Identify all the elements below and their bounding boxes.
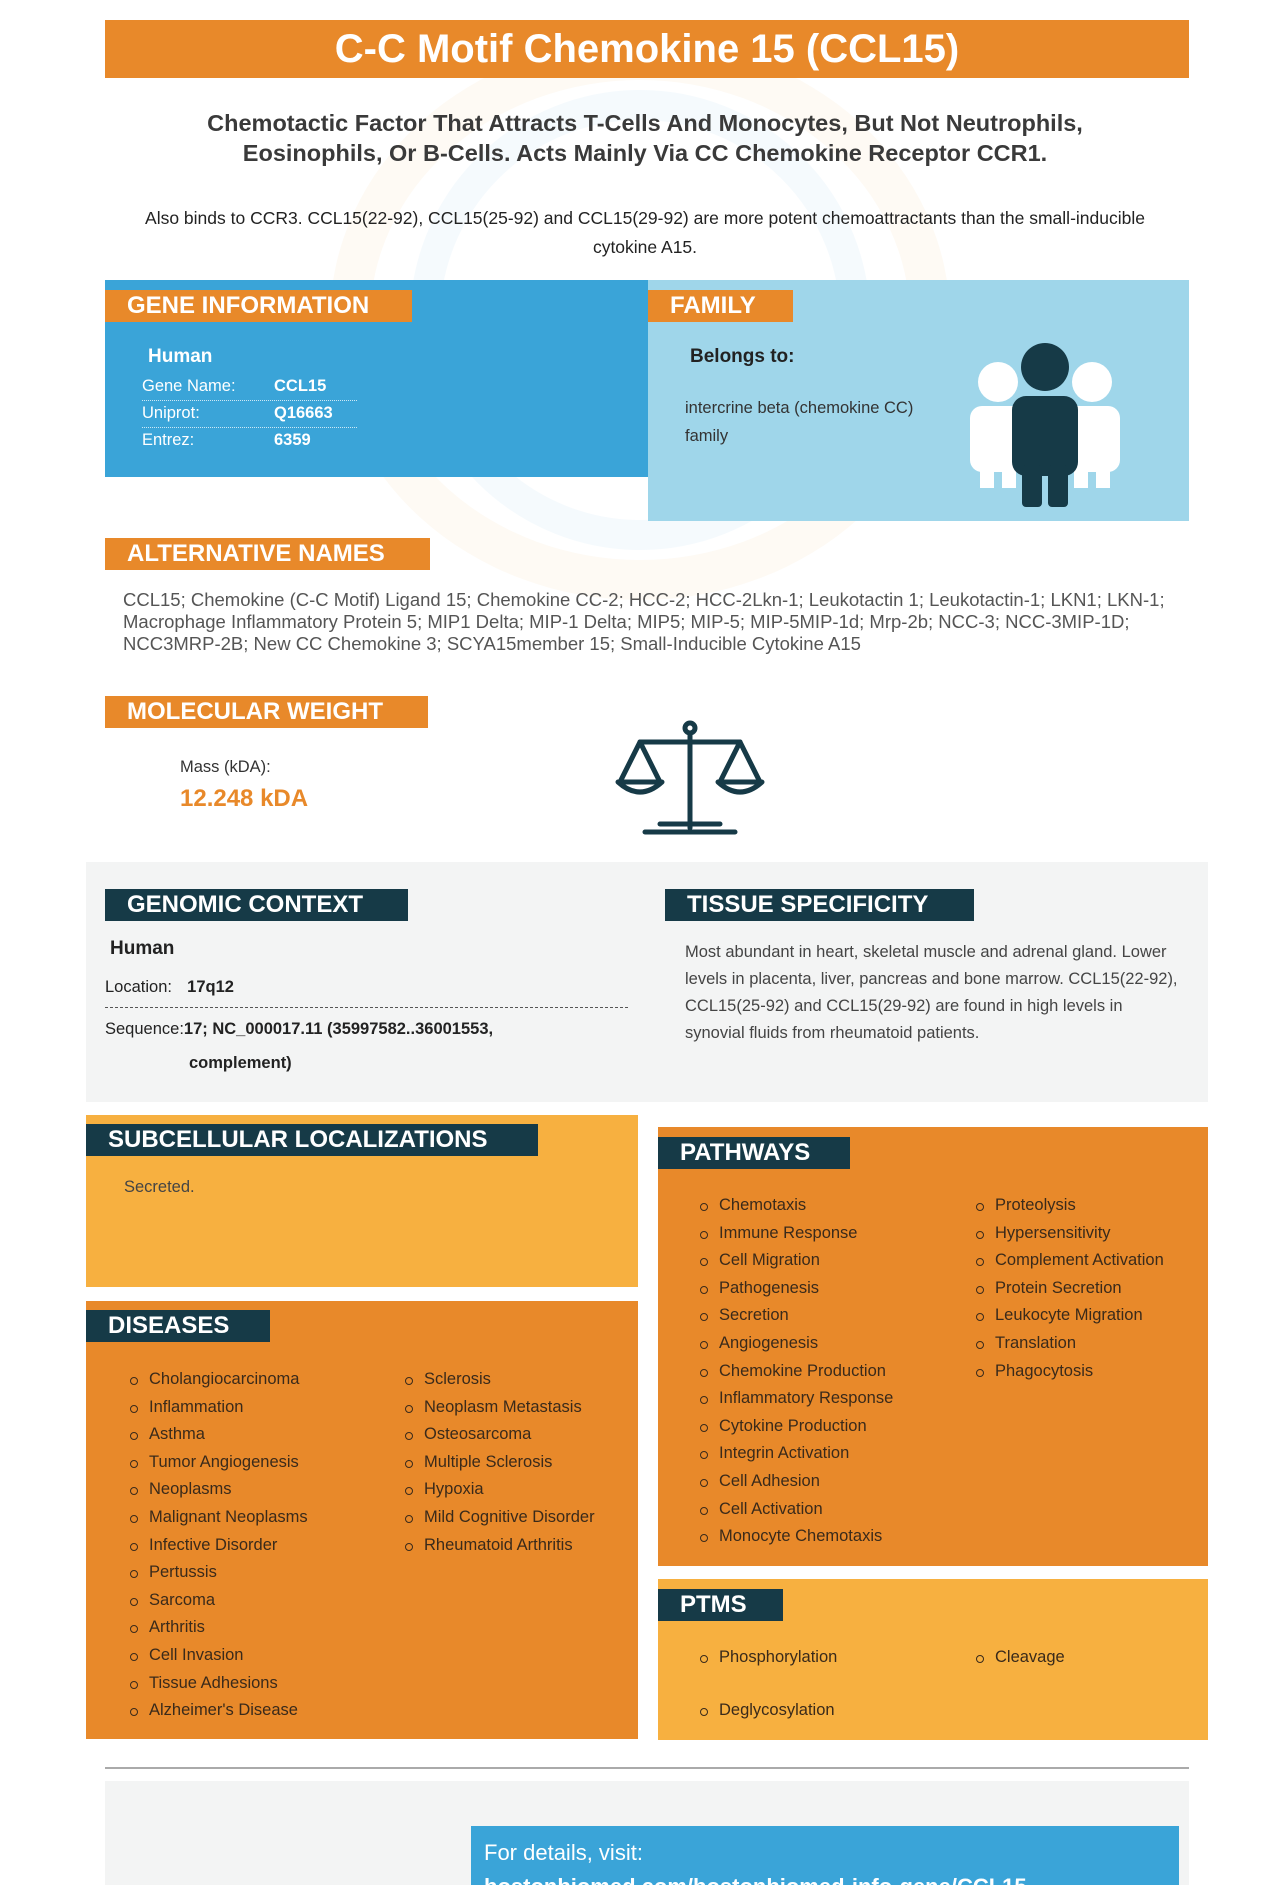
list-item: Cell Adhesion xyxy=(700,1468,893,1496)
list-item: Cell Invasion xyxy=(130,1642,308,1670)
sequence-value-cont: complement) xyxy=(189,1054,292,1072)
list-item: Cell Activation xyxy=(700,1496,893,1524)
location-label: Location: xyxy=(105,978,172,996)
list-item: Osteosarcoma xyxy=(405,1421,595,1449)
tissue-specificity-heading: TISSUE SPECIFICITY xyxy=(665,889,974,921)
list-item: Cleavage xyxy=(976,1644,1065,1672)
list-item: Multiple Sclerosis xyxy=(405,1449,595,1477)
list-item: Rheumatoid Arthritis xyxy=(405,1532,595,1560)
people-group-icon xyxy=(970,340,1120,510)
list-item: Inflammatory Response xyxy=(700,1385,893,1413)
entrez-value: 6359 xyxy=(274,431,311,449)
list-item: Deglycosylation xyxy=(700,1697,837,1725)
ptms-list-col1 xyxy=(700,1644,837,1749)
page-subtitle: Chemotactic Factor That Attracts T-Cells And Monocytes, But Not Neutrophils, Eosinophils, Or B-Cells. Acts Mainly Via CC Chemokine Receptor CCR1. xyxy=(207,110,1083,166)
list-item: Complement Activation xyxy=(976,1247,1164,1275)
list-item: Protein Secretion xyxy=(976,1275,1164,1303)
list-item: Arthritis xyxy=(130,1614,308,1642)
pathways-list-col1 xyxy=(700,1192,893,1551)
diseases-list-col1 xyxy=(130,1366,308,1725)
uniprot-label: Uniprot: xyxy=(142,404,200,422)
genomic-species: Human xyxy=(110,938,175,959)
location-value: 17q12 xyxy=(187,978,234,996)
gene-info-species: Human xyxy=(148,346,213,367)
list-item: Phosphorylation xyxy=(700,1644,837,1672)
list-item: Hypoxia xyxy=(405,1476,595,1504)
page-title: C-C Motif Chemokine 15 (CCL15) xyxy=(105,20,1189,78)
list-item: Malignant Neoplasms xyxy=(130,1504,308,1532)
entrez-label: Entrez: xyxy=(142,431,195,449)
list-item: Translation xyxy=(976,1330,1164,1358)
alt-names-text: CCL15; Chemokine (C-C Motif) Ligand 15; Chemokine CC-2; HCC-2; HCC-2Lkn-1; Leukotactin 1; Leukotactin-1; LKN1; LKN-1; Macrophage Inflammatory Protein 5; MIP1 Delta; MIP-1 Delta; MIP5; MIP-5; MIP-5MIP-1d; Mrp-2b; NCC-3; NCC-3MIP-1D; NCC3MRP-2B; New CC Chemokine 3; SCYA15member 15; Small-Inducible Cytokine A15 xyxy=(123,589,1165,654)
mass-value: 12.248 kDA xyxy=(180,785,309,812)
gene-name-row xyxy=(142,374,357,401)
list-item: Chemokine Production xyxy=(700,1358,893,1386)
list-item: Tumor Angiogenesis xyxy=(130,1449,308,1477)
uniprot-row xyxy=(142,401,357,428)
diseases-list-col2 xyxy=(405,1366,595,1559)
list-item: Hypersensitivity xyxy=(976,1220,1164,1248)
list-item: Integrin Activation xyxy=(700,1440,893,1468)
divider xyxy=(105,1767,1189,1769)
entrez-row xyxy=(142,428,357,455)
list-item: Asthma xyxy=(130,1421,308,1449)
mol-weight-heading: MOLECULAR WEIGHT xyxy=(105,696,428,728)
location-row xyxy=(105,978,628,1008)
footer-text: For details, visit: xyxy=(484,1840,643,1865)
list-item: Proteolysis xyxy=(976,1192,1164,1220)
list-item: Pertussis xyxy=(130,1559,308,1587)
list-item: Infective Disorder xyxy=(130,1532,308,1560)
mass-label: Mass (kDA): xyxy=(180,758,271,776)
list-item: Sclerosis xyxy=(405,1366,595,1394)
list-item: Sarcoma xyxy=(130,1587,308,1615)
sequence-label: Sequence: xyxy=(105,1020,184,1038)
list-item: Leukocyte Migration xyxy=(976,1302,1164,1330)
pathways-heading: PATHWAYS xyxy=(658,1137,850,1169)
list-item: Alzheimer's Disease xyxy=(130,1697,308,1725)
list-item: Monocyte Chemotaxis xyxy=(700,1523,893,1551)
list-item: Inflammation xyxy=(130,1394,308,1422)
tissue-specificity-text: Most abundant in heart, skeletal muscle and adrenal gland. Lower levels in placenta, liver, pancreas and bone marrow. CCL15(22-92), CCL15(25-92) and CCL15(29-92) are found in high levels in synovial fluids from rheumatoid patients. xyxy=(685,943,1178,1042)
ptms-heading: PTMS xyxy=(658,1589,783,1621)
summary-text: Also binds to CCR3. CCL15(22-92), CCL15(25-92) and CCL15(29-92) are more potent chemoattractants than the small-inducible cytokine A15. xyxy=(145,208,1145,257)
uniprot-value: Q16663 xyxy=(274,404,333,422)
sequence-row xyxy=(105,1012,628,1080)
balance-scale-icon xyxy=(615,720,765,840)
list-item: Neoplasms xyxy=(130,1476,308,1504)
footer-link[interactable]: bostonbiomed.com/bostonbiomed-info-gene/CCL15 xyxy=(484,1874,1027,1899)
subcellular-heading: SUBCELLULAR LOCALIZATIONS xyxy=(86,1124,538,1156)
list-item: Angiogenesis xyxy=(700,1330,893,1358)
sequence-value: 17; NC_000017.11 (35997582..36001553, xyxy=(183,1020,494,1038)
gene-name-label: Gene Name: xyxy=(142,377,236,395)
alt-names-heading: ALTERNATIVE NAMES xyxy=(105,538,430,570)
list-item: Immune Response xyxy=(700,1220,893,1248)
belongs-to-label: Belongs to: xyxy=(690,346,795,367)
list-item: Chemotaxis xyxy=(700,1192,893,1220)
list-item: Pathogenesis xyxy=(700,1275,893,1303)
list-item: Cholangiocarcinoma xyxy=(130,1366,308,1394)
list-item: Mild Cognitive Disorder xyxy=(405,1504,595,1532)
diseases-heading: DISEASES xyxy=(86,1310,270,1342)
genomic-context-heading: GENOMIC CONTEXT xyxy=(105,889,408,921)
subcellular-text: Secreted. xyxy=(124,1178,195,1196)
list-item: Secretion xyxy=(700,1302,893,1330)
list-item: Phagocytosis xyxy=(976,1358,1164,1386)
list-item: Tissue Adhesions xyxy=(130,1670,308,1698)
list-item: Neoplasm Metastasis xyxy=(405,1394,595,1422)
list-item: Cytokine Production xyxy=(700,1413,893,1441)
gene-name-value: CCL15 xyxy=(274,377,327,395)
ptms-list-col2 xyxy=(976,1644,1065,1697)
pathways-list-col2 xyxy=(976,1192,1164,1385)
gene-info-heading: GENE INFORMATION xyxy=(105,290,412,322)
family-heading: FAMILY xyxy=(648,290,793,322)
family-text: intercrine beta (chemokine CC) family xyxy=(685,399,914,445)
list-item: Cell Migration xyxy=(700,1247,893,1275)
